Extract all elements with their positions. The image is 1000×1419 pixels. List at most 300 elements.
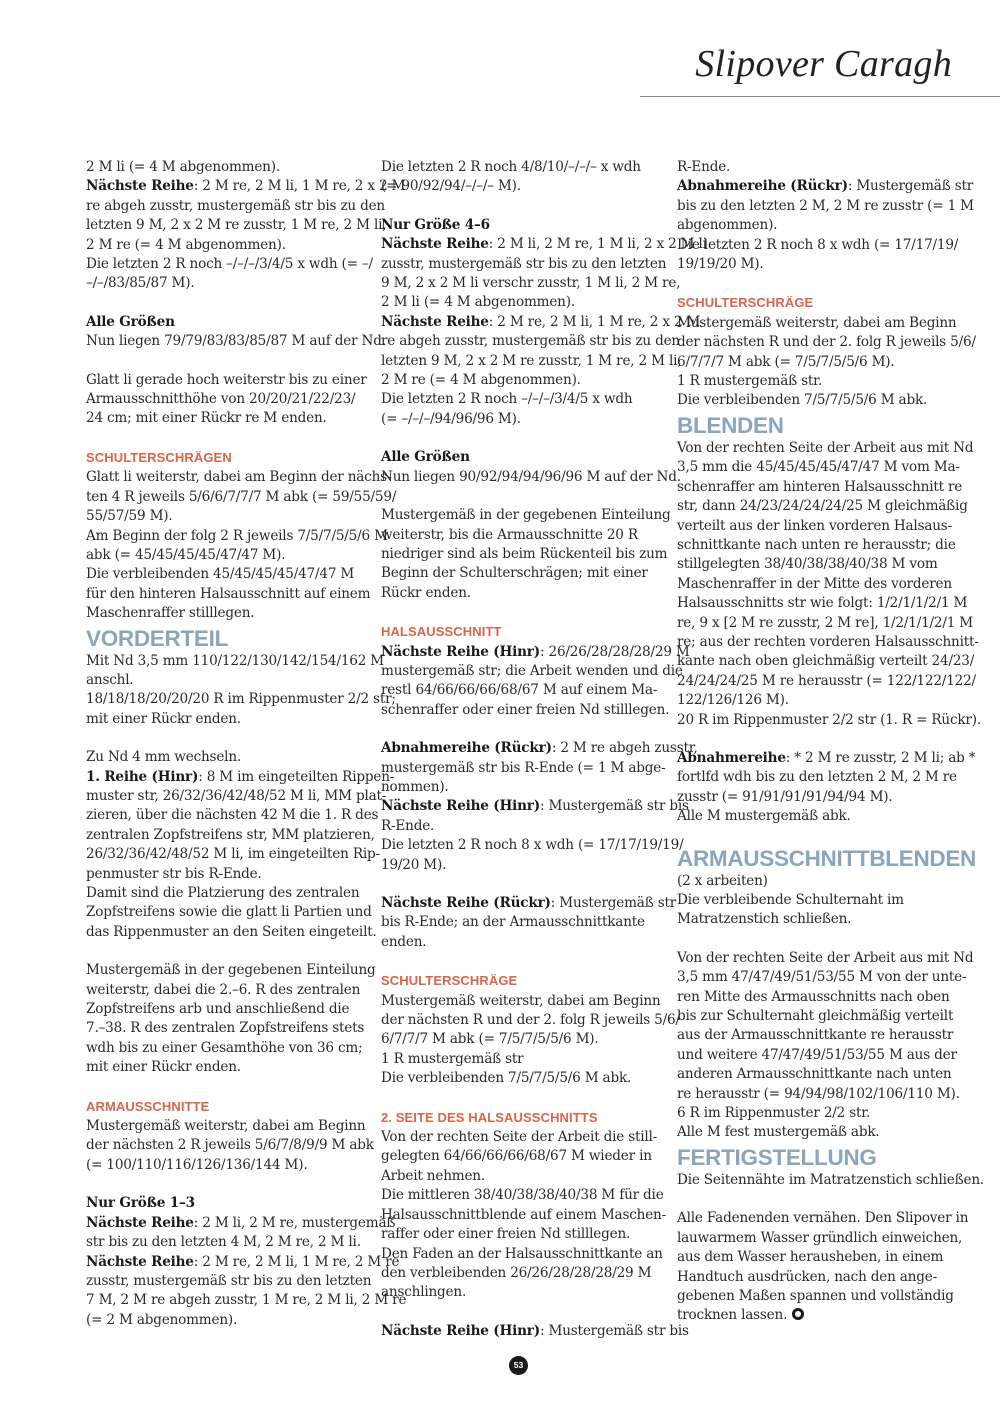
text-line (381, 506, 671, 525)
text-line (677, 1171, 985, 1190)
text-run: Arbeit nehmen. (381, 1167, 485, 1184)
section-heading-blenden: BLENDEN (677, 412, 784, 438)
text-line (381, 390, 663, 409)
text-line (381, 1322, 689, 1341)
text-run: Mustergemäß weiterstr, dabei am Beginn (381, 992, 661, 1009)
text-line (86, 845, 380, 864)
text-run: 24 cm; mit einer Rückr re M enden. (86, 410, 327, 427)
text-run: 2 M re (= 4 M abgenommen). (381, 372, 581, 389)
text-line (86, 748, 368, 767)
text-line (381, 894, 677, 913)
text-run: der nächsten 2 R jeweils 5/6/7/8/9/9 M abk (86, 1137, 374, 1154)
text-line (381, 1147, 663, 1166)
text-run: : 2 M re, 2 M li, 1 M re, 2 M re (193, 1253, 400, 1270)
text-run: schenraffer oder einer freien Nd stilllegen. (381, 701, 670, 718)
text-run: den verbleibenden 26/26/28/28/28/29 M (381, 1264, 652, 1281)
text-run: abgenommen). (677, 217, 778, 234)
bold-run: Nur Größe 1–3 (86, 1195, 195, 1212)
text-run: zusstr (= 91/91/91/91/94/94 M). (677, 788, 893, 805)
text-run: Armausschnitthöhe von 20/20/21/22/23/ (86, 391, 356, 408)
text-run: 6/7/7/7 M abk (= 7/5/7/5/5/6 M). (677, 353, 895, 370)
text-run: schnittkante nach unten re herausstr; die (677, 536, 956, 553)
text-line (381, 1186, 663, 1205)
text-line (381, 1245, 663, 1264)
text-line (86, 710, 368, 729)
text-line (86, 390, 368, 409)
text-run: anschlingen. (381, 1284, 467, 1301)
text-run: enden. (381, 933, 427, 950)
text-line (86, 313, 368, 332)
text-run: Nun liegen 90/92/94/94/96/96 M auf der Nd. (381, 468, 681, 485)
text-run: re abgeh zusstr, mustergemäß str bis zu den (86, 197, 385, 214)
text-run: 3,5 mm die 45/45/45/45/47/47 M vom Ma- (677, 459, 960, 476)
text-line (381, 564, 663, 583)
text-line (86, 903, 372, 922)
text-line (381, 701, 670, 720)
text-line (677, 1046, 959, 1065)
text-line (677, 807, 959, 826)
text-run: Die verbleibenden 7/5/7/5/5/6 M abk. (677, 392, 928, 409)
text-run: 2 M li (= 4 M abgenommen). (86, 159, 280, 175)
text-line (86, 961, 376, 980)
paragraph (86, 961, 376, 1077)
text-line (677, 652, 975, 671)
bold-run: Alle Größen (381, 449, 470, 466)
text-line (381, 371, 663, 390)
text-run: mit einer Rückr enden. (86, 1059, 241, 1076)
text-run: zusstr, mustergemäß str bis zu den letzten (381, 255, 667, 272)
paragraph (677, 749, 976, 827)
text-run: (= 90/92/94/–/–/– M). (381, 178, 521, 195)
text-line (381, 913, 663, 932)
section-heading-schulterschraegen: SCHULTERSCHRÄGEN (86, 449, 232, 465)
text-line (381, 1069, 663, 1088)
bold-run: Abnahmereihe (Rückr) (381, 740, 552, 757)
text-run: fortlfd wdh bis zu den letzten 2 M, 2 M re (677, 769, 957, 786)
text-run: 1 R mustergemäß str. (677, 373, 823, 390)
text-run: R-Ende. (677, 159, 731, 175)
text-run: kante nach oben gleichmäßig verteilt 24/23/ (677, 653, 975, 670)
text-line (677, 672, 976, 691)
text-run: niedriger sind als beim Rückenteil bis zum (381, 545, 668, 562)
text-line (86, 1253, 400, 1272)
text-run: aus dem Wasser herausheben, in einem (677, 1249, 944, 1266)
text-run: : Mustergemäß str bis (540, 1322, 689, 1339)
text-run: (= 100/110/116/126/136/144 M). (86, 1156, 308, 1173)
text-line (381, 448, 663, 467)
text-line (677, 197, 974, 216)
text-run: : Mustergemäß str bis (540, 798, 689, 815)
text-line (381, 662, 683, 681)
text-run: : 2 M li, 2 M re, 1 M li, 2 x 2 M li (488, 236, 707, 253)
text-run: Mustergemäß weiterstr, dabei am Beginn (677, 314, 957, 331)
text-run: 3,5 mm 47/47/49/51/53/55 M von der unte- (677, 969, 967, 986)
text-run: lauwarmem Wasser gründlich einweichen, (677, 1229, 963, 1246)
text-line (677, 968, 967, 987)
text-line (381, 681, 663, 700)
text-line (677, 988, 959, 1007)
text-line (381, 759, 666, 778)
text-line (86, 1156, 368, 1175)
text-line (381, 332, 680, 351)
text-line (677, 372, 959, 391)
text-run: R-Ende. (381, 817, 435, 834)
text-line (677, 691, 959, 710)
paragraph (86, 1194, 407, 1330)
text-run: zieren, über die nächsten 42 M die 1. R des (86, 807, 379, 824)
text-run: letzten 9 M, 2 x 2 M re zusstr, 1 M re, 2 M li, (86, 217, 387, 234)
text-line (677, 1026, 959, 1045)
text-run: zusstr, mustergemäß str bis zu den letzten (86, 1272, 372, 1289)
column-2 (381, 158, 707, 1341)
text-run: der nächsten R und der 2. folg R jeweils 5/6/ (381, 1012, 680, 1029)
text-run: der nächsten R und der 2. folg R jeweils 5/6/ (677, 334, 976, 351)
column-3 (677, 158, 985, 1326)
text-line (86, 158, 368, 177)
text-line (86, 1311, 368, 1330)
text-run: 26/32/36/42/48/52 M li, im eingeteilten Rip- (86, 846, 380, 863)
text-line (677, 391, 959, 410)
text-run: re; aus der rechten vorderen Halsausschnitt- (677, 633, 979, 650)
text-line (86, 604, 368, 623)
text-line (677, 1306, 959, 1325)
text-run: Die letzten 2 R noch 8 x wdh (= 17/17/19/19/ (381, 837, 684, 854)
text-line (86, 690, 396, 709)
text-run: Zopfstreifens arb und anschließend die (86, 1001, 350, 1018)
text-line (381, 216, 663, 235)
text-line (677, 711, 981, 730)
text-line (86, 865, 368, 884)
text-run: Mustergemäß weiterstr, dabei am Beginn (86, 1118, 366, 1135)
paragraph (677, 949, 974, 1143)
text-line (381, 1030, 663, 1049)
text-line (381, 1225, 663, 1244)
text-line (381, 158, 663, 177)
text-run: Alle Fadenenden vernähen. Den Slipover in (677, 1210, 969, 1227)
text-run: Damit sind die Platzierung des zentralen (86, 885, 360, 901)
text-line (381, 255, 667, 274)
bold-run: Nächste Reihe (86, 178, 194, 195)
text-line (86, 787, 387, 806)
text-line (677, 1209, 969, 1228)
paragraph (86, 748, 395, 942)
text-run: Beginn der Schulterschrägen; mit einer (381, 565, 648, 582)
text-run: 55/57/59 M). (86, 508, 173, 525)
text-run: Mustergemäß in der gegebenen Einteilung (86, 962, 376, 979)
text-run: : 2 M li, 2 M re, mustergemäß (193, 1214, 396, 1231)
bold-run: Nächste Reihe (381, 236, 489, 253)
text-line (381, 235, 707, 254)
text-run: Die letzten 2 R noch 8 x wdh (= 17/17/19/ (677, 236, 959, 253)
text-run: bis zu den letzten 2 M, 2 M re zusstr (= 1 M (677, 197, 974, 214)
text-run: Rückr enden. (381, 584, 471, 601)
text-line (86, 177, 406, 196)
text-line (677, 1229, 963, 1248)
text-line (86, 652, 385, 671)
text-line (677, 439, 974, 458)
text-run: Den Faden an der Halsausschnittkante an (381, 1245, 663, 1262)
paragraph-final (677, 1209, 969, 1325)
text-line (381, 1167, 663, 1186)
text-run: (= –/–/–/94/96/96 M). (381, 410, 521, 427)
text-run: Von der rechten Seite der Arbeit die still- (381, 1129, 658, 1146)
text-line (86, 546, 368, 565)
bold-run: Nächste Reihe (Rückr) (381, 895, 551, 911)
text-line (86, 1272, 372, 1291)
text-run: schenraffer am hinteren Halsausschnitt re (677, 478, 963, 495)
text-line (677, 614, 974, 633)
paragraph (86, 1117, 374, 1175)
text-line (86, 507, 368, 526)
bold-run: Nächste Reihe (Hinr) (381, 798, 540, 815)
bold-run: 1. Reihe (Hinr) (86, 768, 199, 785)
section-heading-schulterschraege: SCHULTERSCHRÄGE (381, 973, 518, 989)
paragraph (381, 448, 681, 487)
paragraph (86, 158, 406, 294)
text-run: 2 M li (= 4 M abgenommen). (381, 294, 575, 311)
text-line (677, 575, 959, 594)
text-run: re, 9 x [2 M re zusstr, 2 M re], 1/2/1/1/2/1 M (677, 614, 974, 631)
text-run: für den hinteren Halsausschnitt auf einem (86, 585, 371, 602)
text-line (677, 749, 976, 768)
text-run: Zopfstreifens sowie die glatt li Partien und (86, 904, 372, 921)
text-run: Matratzenstich schließen. (677, 911, 852, 928)
text-line (381, 643, 690, 662)
text-run: Die mittleren 38/40/38/38/40/38 M für die (381, 1187, 664, 1204)
text-run: 9 M, 2 x 2 M li verschr zusstr, 1 M li, 2 M re, (381, 275, 681, 292)
text-run: stillgelegten 38/40/38/38/40/38 M vom (677, 556, 938, 573)
text-run: 6/7/7/7 M abk (= 7/5/7/5/5/6 M). (381, 1031, 599, 1048)
text-line (677, 177, 974, 196)
text-run: 1 R mustergemäß str (381, 1050, 524, 1067)
text-run: gebenen Maßen spannen und vollständig (677, 1287, 954, 1304)
text-run: (= 2 M abgenommen). (86, 1311, 238, 1328)
section-heading-armausschnittblenden: ARMAUSSCHNITTBLENDEN (677, 845, 976, 871)
text-line (677, 1287, 959, 1306)
text-run: raffer oder einer freien Nd stilllegen. (381, 1226, 631, 1243)
text-line (86, 332, 386, 351)
text-line (381, 739, 698, 758)
text-run: 2 M re (= 4 M abgenommen). (86, 236, 286, 253)
section-heading-halsausschnitt: HALSAUSSCHNITT (381, 624, 502, 640)
text-run: : 2 M re, 2 M li, 1 M re, 2 x 2 M (488, 313, 701, 330)
paragraph (86, 371, 368, 429)
paragraph (381, 158, 663, 197)
text-run: ten 4 R jeweils 5/6/6/7/7/7 M abk (= 59/55/59/ (86, 488, 397, 505)
text-line (677, 314, 959, 333)
column-1 (86, 158, 407, 1330)
paragraph (677, 1171, 985, 1190)
text-run: das Rippenmuster an den Seiten eingeteilt. (86, 923, 377, 940)
text-line (86, 1214, 396, 1233)
bold-run: Nur Größe 4–6 (381, 216, 490, 233)
text-run: anschl. (86, 671, 134, 688)
text-line (86, 1058, 368, 1077)
text-line (381, 352, 682, 371)
paragraph (86, 652, 396, 730)
text-line (86, 923, 377, 942)
text-line (381, 1050, 663, 1069)
text-run: : * 2 M re zusstr, 2 M li; ab * (785, 749, 976, 766)
text-run: –/–/83/85/87 M). (86, 275, 195, 292)
text-run: restl 64/66/66/66/68/67 M auf einem Ma- (381, 682, 658, 699)
text-run: Halsausschnittblende auf einem Maschen- (381, 1206, 666, 1223)
section-heading-schulterschraege: SCHULTERSCHRÄGE (677, 295, 814, 311)
text-run: Maschenraffer stilllegen. (86, 605, 255, 622)
text-run: nommen). (381, 778, 449, 795)
text-line (381, 836, 684, 855)
text-run: bis R-Ende; an der Armausschnittkante (381, 914, 645, 931)
text-run: : 26/26/28/28/28/29 M (540, 643, 690, 660)
text-run: anderen Armausschnittkante nach unten (677, 1066, 952, 1083)
text-run: re abgeh zusstr, mustergemäß str bis zu den (381, 333, 680, 350)
paragraph (677, 439, 981, 730)
text-run: weiterstr, bis die Armausschnitte 20 R (381, 526, 638, 543)
text-run: Glatt li gerade hoch weiterstr bis zu einer (86, 371, 367, 388)
text-run: re herausstr (= 94/94/98/102/106/110 M). (677, 1085, 960, 1102)
text-run: Zu Nd 4 mm wechseln. (86, 749, 242, 766)
text-line (381, 1283, 663, 1302)
text-line (677, 768, 959, 787)
section-heading-armausschnitte: ARMAUSSCHNITTE (86, 1098, 210, 1114)
text-line (677, 1104, 959, 1123)
text-line (677, 353, 959, 372)
text-line (86, 806, 379, 825)
text-run: Am Beginn der folg 2 R jeweils 7/5/7/5/5/6 M (86, 527, 388, 544)
text-line (677, 458, 959, 477)
text-run: mit einer Rückr enden. (86, 710, 241, 727)
text-run: 19/19/20 M). (677, 256, 764, 273)
text-line (381, 410, 663, 429)
paragraph (381, 1322, 689, 1341)
paragraph (677, 158, 974, 274)
text-line (86, 1039, 368, 1058)
text-run: gelegten 64/66/66/66/68/67 M wieder in (381, 1148, 652, 1165)
text-run: 6 R im Rippenmuster 2/2 str. (677, 1105, 871, 1122)
text-line (381, 468, 681, 487)
paragraph (381, 506, 671, 603)
text-run: muster str, 26/32/36/42/48/52 M li, MM plat- (86, 787, 387, 804)
text-run: : Mustergemäß str (847, 178, 974, 195)
text-run: Die letzten 2 R noch 4/8/10/–/–/– x wdh (381, 159, 641, 175)
text-line (381, 797, 689, 816)
text-run: bis zur Schulternaht gleichmäßig verteilt (677, 1008, 954, 1025)
bold-run: Alle Größen (86, 313, 175, 330)
paragraph (381, 992, 680, 1089)
text-line (677, 910, 959, 929)
text-run: : 2 M re abgeh zusstr, (551, 740, 698, 757)
text-line (677, 1123, 959, 1142)
section-heading-vorderteil: VORDERTEIL (86, 625, 229, 651)
text-run: Die letzten 2 R noch –/–/–/3/4/5 x wdh (381, 391, 633, 408)
text-run: 18/18/18/20/20/20 R im Rippenmuster 2/2 str; (86, 691, 396, 708)
text-line (381, 177, 663, 196)
text-line (86, 1233, 368, 1252)
text-run: : Mustergemäß str (550, 895, 677, 911)
bold-run: Nächste Reihe (Hinr) (381, 1322, 540, 1339)
bold-run: Nächste Reihe (86, 1214, 194, 1231)
text-run: mustergemäß str; die Arbeit wenden und die (381, 662, 683, 679)
text-line (86, 255, 373, 274)
text-line (677, 536, 959, 555)
text-run: (2 x arbeiten) (677, 872, 768, 889)
text-line (677, 216, 959, 235)
text-line (86, 671, 368, 690)
text-run: 7.–38. R des zentralen Zopfstreifens stets (86, 1020, 365, 1037)
text-line (86, 826, 375, 845)
text-run: 24/24/24/25 M re herausstr (= 122/122/122/ (677, 672, 976, 689)
text-run: Die verbleibende Schulternaht im (677, 892, 904, 908)
section-heading-zweite-seite: 2. SEITE DES HALSAUSSCHNITTS (381, 1109, 598, 1125)
text-line (86, 585, 371, 604)
text-run: Die verbleibenden 7/5/7/5/5/6 M abk. (381, 1070, 632, 1087)
bold-run: Nächste Reihe (Hinr) (381, 643, 540, 660)
text-run: mustergemäß str bis R-Ende (= 1 M abge- (381, 759, 666, 776)
text-line (86, 1000, 368, 1019)
text-line (677, 872, 959, 891)
text-run: 7 M, 2 M re abgeh zusstr, 1 M re, 2 M li, 2 M re (86, 1292, 407, 1309)
paragraph (86, 313, 386, 352)
paragraph (381, 894, 677, 952)
text-line (381, 584, 663, 603)
text-line (86, 236, 368, 255)
paragraph (677, 872, 959, 930)
text-line (677, 594, 968, 613)
text-line (86, 981, 368, 1000)
text-run: : 2 M re, 2 M li, 1 M re, 2 x 2 M (193, 178, 406, 195)
text-run: : 8 M im eingeteilten Rippen- (198, 768, 395, 785)
text-line (677, 788, 959, 807)
text-line (677, 1065, 959, 1084)
paragraph (86, 468, 397, 623)
text-line (381, 1128, 663, 1147)
text-run: ren Mitte des Armausschnitts nach oben (677, 988, 950, 1005)
text-line (86, 1117, 368, 1136)
text-run: aus der Armausschnittkante re herausstr (677, 1027, 954, 1044)
text-run: trocknen lassen. (677, 1307, 788, 1324)
paragraph (677, 314, 976, 411)
text-line (86, 468, 392, 487)
text-line (381, 274, 681, 293)
text-run: abk (= 45/45/45/45/47/47 M). (86, 546, 286, 563)
text-line (381, 1264, 663, 1283)
text-run: Die Seitennähte im Matratzenstich schließen. (677, 1171, 985, 1188)
bold-run: Nächste Reihe (86, 1253, 194, 1270)
text-line (381, 992, 663, 1011)
text-run: str bis zu den letzten 4 M, 2 M re, 2 M li. (86, 1234, 361, 1251)
bold-run: Abnahmereihe (Rückr) (677, 178, 848, 195)
section-heading-fertigstellung: FERTIGSTELLUNG (677, 1144, 877, 1170)
text-run: Von der rechten Seite der Arbeit aus mit Nd (677, 439, 974, 456)
text-line (677, 478, 963, 497)
text-line (677, 555, 959, 574)
text-line (86, 409, 368, 428)
text-run: Halsausschnitts str wie folgt: 1/2/1/1/2/1 M (677, 595, 968, 612)
text-line (381, 856, 663, 875)
text-run: Von der rechten Seite der Arbeit aus mit Nd (677, 949, 974, 966)
text-line (86, 1194, 368, 1213)
text-line (381, 545, 668, 564)
text-line (86, 1291, 407, 1310)
paragraph (381, 216, 707, 429)
bold-run: Nächste Reihe (381, 313, 489, 330)
text-run: str, dann 24/23/24/24/24/25 M gleichmäßig (677, 498, 968, 515)
text-line (86, 1019, 368, 1038)
text-line (677, 891, 959, 910)
text-run: verteilt aus der linken vorderen Halsaus- (677, 517, 952, 534)
end-mark-icon (792, 1308, 804, 1320)
text-line (381, 293, 663, 312)
